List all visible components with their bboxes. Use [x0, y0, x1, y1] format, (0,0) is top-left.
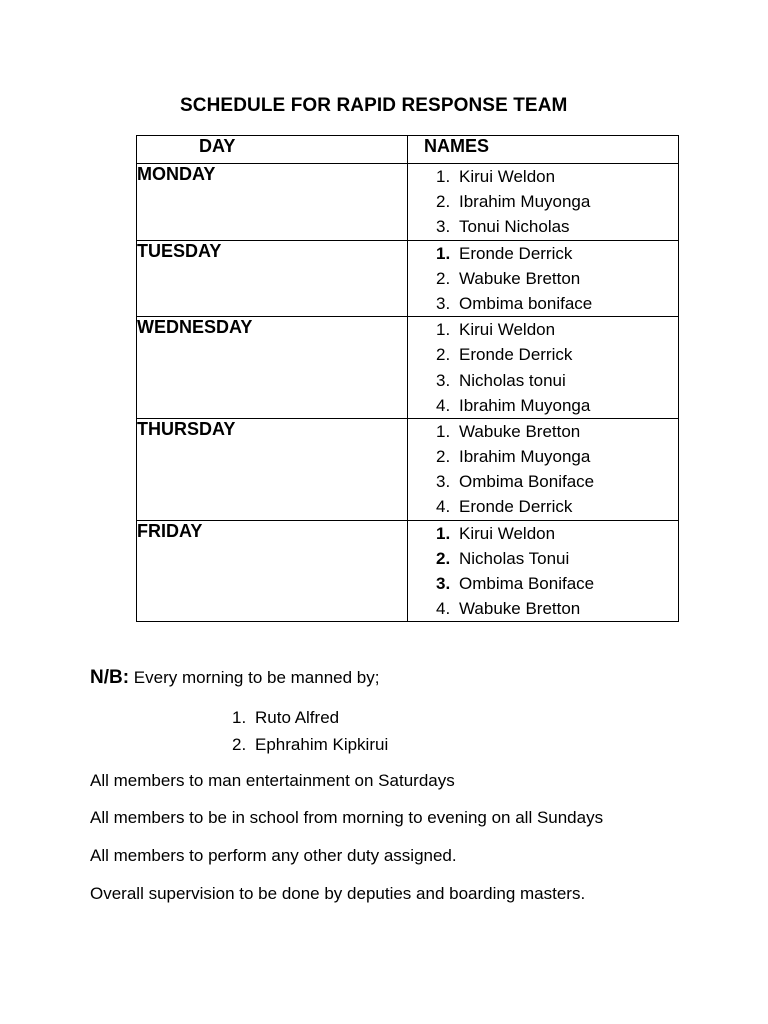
names-list	[408, 521, 678, 622]
list-item: 3. Ombima Boniface	[436, 574, 595, 593]
names-list	[408, 241, 678, 317]
note-sundays: All members to be in school from morning to evening on all Sundays	[90, 808, 604, 827]
table-row-tuesday	[137, 240, 679, 317]
names-cell	[408, 418, 679, 520]
list-item: 4. Eronde Derrick	[436, 497, 573, 517]
nb-text: Every morning to be manned by;	[129, 668, 380, 687]
list-item: 1. Kirui Weldon	[436, 320, 556, 340]
names-cell	[408, 164, 679, 241]
list-item: 2. Eronde Derrick	[436, 345, 573, 365]
list-item: 2. Ephrahim Kipkirui	[232, 735, 389, 754]
names-list	[408, 419, 678, 520]
note-other-duty: All members to perform any other duty assigned.	[90, 846, 457, 865]
list-item: 1. Ruto Alfred	[232, 708, 340, 727]
table-row-wednesday	[137, 317, 679, 419]
list-item: 4. Ibrahim Muyonga	[436, 395, 591, 415]
table-header-row	[137, 136, 679, 164]
table-row-monday	[137, 164, 679, 241]
header-day: DAY	[137, 136, 408, 164]
day-cell: TUESDAY	[137, 240, 408, 317]
names-cell	[408, 520, 679, 622]
note-supervision: Overall supervision to be done by deputies and boarding masters.	[90, 884, 586, 903]
note-saturdays: All members to man entertainment on Saturdays	[90, 771, 455, 790]
list-item: 3. Ombima boniface	[436, 293, 593, 313]
list-item: 2. Nicholas Tonui	[436, 548, 570, 568]
list-item: 1. Kirui Weldon	[436, 167, 556, 186]
names-list	[408, 164, 678, 240]
list-item: 2. Ibrahim Muyonga	[436, 192, 591, 212]
day-cell: THURSDAY	[137, 418, 408, 520]
document-title: SCHEDULE FOR RAPID RESPONSE TEAM	[180, 95, 568, 116]
list-item: 2. Ibrahim Muyonga	[436, 447, 591, 467]
list-item: 1. Kirui Weldon	[436, 523, 556, 543]
header-names: NAMES	[408, 136, 679, 164]
names-cell	[408, 240, 679, 317]
schedule-table	[136, 135, 679, 622]
nb-note	[90, 667, 379, 689]
nb-label: N/B:	[90, 667, 130, 688]
table-row-friday	[137, 520, 679, 622]
day-cell: WEDNESDAY	[137, 317, 408, 419]
list-item: 2. Wabuke Bretton	[436, 268, 581, 288]
list-item: 4. Wabuke Bretton	[436, 599, 581, 619]
day-cell: FRIDAY	[137, 520, 408, 622]
morning-duty-list	[232, 704, 388, 758]
names-list	[408, 317, 678, 418]
list-item: 3. Tonui Nicholas	[436, 217, 570, 237]
day-cell: MONDAY	[137, 164, 408, 241]
list-item: 1. Eronde Derrick	[436, 243, 573, 263]
list-item: 1. Wabuke Bretton	[436, 421, 581, 441]
list-item: 3. Nicholas tonui	[436, 370, 566, 390]
list-item: 3. Ombima Boniface	[436, 472, 595, 492]
table-row-thursday	[137, 418, 679, 520]
names-cell	[408, 317, 679, 419]
